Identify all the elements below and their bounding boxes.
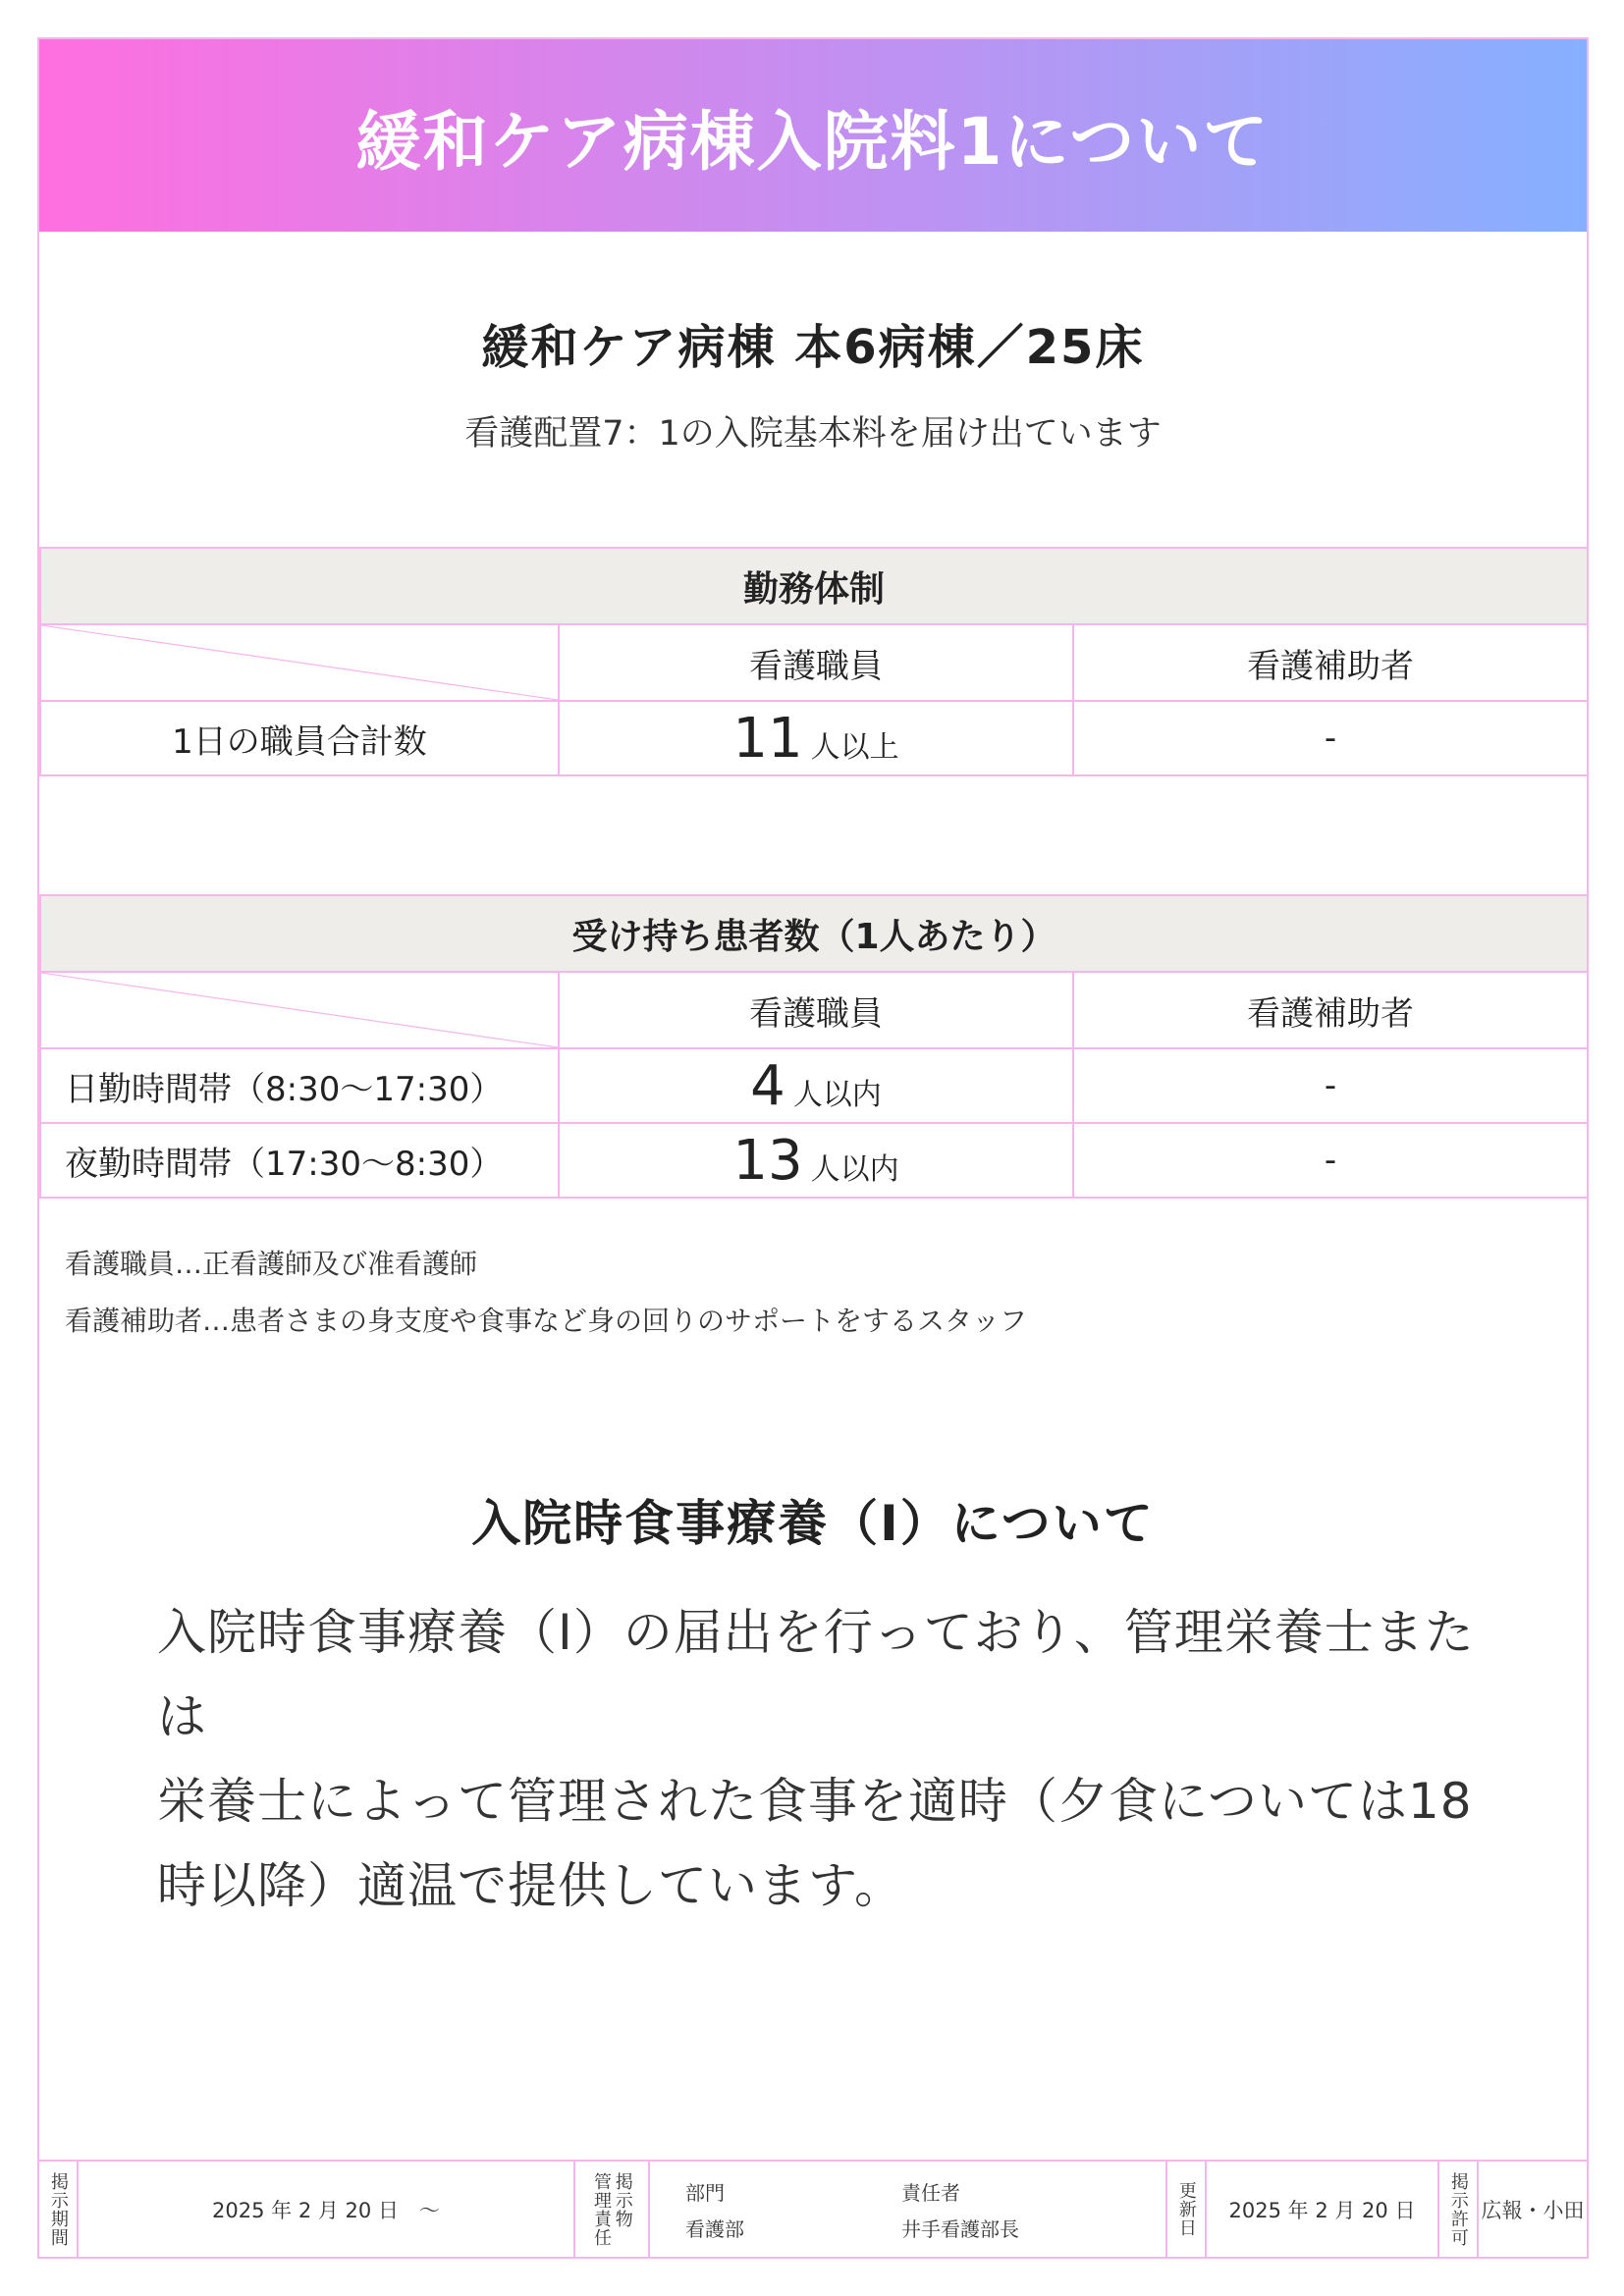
nurse-patients-unit: 人以内 bbox=[792, 1077, 882, 1112]
nurse-patients-unit: 人以内 bbox=[810, 1151, 899, 1187]
dept-label: 部門 bbox=[685, 2180, 725, 2205]
patients-table-title: 受け持ち患者数（1人あたり） bbox=[40, 895, 1588, 972]
column-header-aide: 看護補助者 bbox=[1073, 972, 1588, 1048]
aide-count-cell: - bbox=[1073, 701, 1588, 775]
nurse-count-unit: 人以上 bbox=[810, 729, 899, 765]
column-header-aide: 看護補助者 bbox=[1073, 624, 1588, 701]
nurse-patients-cell bbox=[559, 1123, 1073, 1198]
period-value: 2025 年 2 月 20 日 ～ bbox=[79, 2162, 575, 2257]
patients-table bbox=[39, 894, 1589, 1199]
nurse-patients-value: 4 bbox=[750, 1053, 785, 1118]
responsible-values bbox=[650, 2162, 1167, 2257]
person-value: 井手看護部長 bbox=[901, 2216, 1019, 2241]
period-label-cell bbox=[39, 2162, 79, 2257]
title-banner bbox=[39, 39, 1587, 232]
row-label: 夜勤時間帯（17:30～8:30） bbox=[40, 1123, 559, 1198]
updated-label: 更新日 bbox=[1175, 2181, 1197, 2237]
person-label: 責任者 bbox=[901, 2180, 960, 2205]
meal-body bbox=[157, 1590, 1492, 1928]
row-label: 日勤時間帯（8:30～17:30） bbox=[40, 1048, 559, 1123]
staffing-table bbox=[39, 547, 1589, 776]
nurse-patients-cell bbox=[559, 1048, 1073, 1123]
diagonal-cell bbox=[40, 972, 559, 1048]
column-header-nurse: 看護職員 bbox=[559, 972, 1073, 1048]
permit-label: 掲示許可 bbox=[1447, 2171, 1469, 2247]
table-row bbox=[40, 701, 1588, 775]
permit-value: 広報・小田 bbox=[1481, 2198, 1585, 2222]
ward-subheading: 看護配置7：1の入院基本料を届け出ています bbox=[464, 414, 1162, 454]
nurse-patients-value: 13 bbox=[732, 1128, 803, 1193]
aide-patients-cell: - bbox=[1073, 1048, 1588, 1123]
table-row bbox=[40, 1048, 1588, 1123]
nurse-count-value: 11 bbox=[732, 706, 803, 771]
diagonal-cell bbox=[40, 624, 559, 701]
note-nurse-definition: 看護職員…正看護師及び准看護師 bbox=[65, 1248, 478, 1280]
responsible-label-b: 管理責任 bbox=[591, 2171, 612, 2247]
meal-body-line: 入院時食事療養（I）の届出を行っており、管理栄養士または bbox=[157, 1604, 1475, 1745]
meal-heading: 入院時食事療養（I）について bbox=[471, 1495, 1155, 1552]
responsible-label-cell bbox=[575, 2162, 650, 2257]
page-title: 緩和ケア病棟入院料1について bbox=[355, 103, 1271, 180]
column-header-nurse: 看護職員 bbox=[559, 624, 1073, 701]
row-label: 1日の職員合計数 bbox=[40, 701, 559, 775]
posting-footer bbox=[39, 2160, 1587, 2257]
meal-body-line: 栄養士によって管理された食事を適時（夕食については18 bbox=[157, 1773, 1473, 1830]
nurse-count-cell bbox=[559, 701, 1073, 775]
aide-patients-cell: - bbox=[1073, 1123, 1588, 1198]
permit-label-cell bbox=[1439, 2162, 1479, 2257]
updated-value: 2025 年 2 月 20 日 bbox=[1207, 2162, 1439, 2257]
note-aide-definition: 看護補助者…患者さまの身支度や食事など身の回りのサポートをするスタッフ bbox=[65, 1305, 1028, 1337]
dept-value: 看護部 bbox=[685, 2216, 744, 2241]
period-label: 掲示期間 bbox=[47, 2171, 69, 2247]
meal-body-line: 時以降）適温で提供しています。 bbox=[157, 1857, 904, 1914]
staffing-table-title: 勤務体制 bbox=[40, 548, 1588, 624]
responsible-label-a: 掲示物 bbox=[612, 2171, 633, 2228]
ward-heading: 緩和ケア病棟 本6病棟／25床 bbox=[481, 320, 1145, 375]
updated-label-cell bbox=[1167, 2162, 1207, 2257]
table-row bbox=[40, 1123, 1588, 1198]
